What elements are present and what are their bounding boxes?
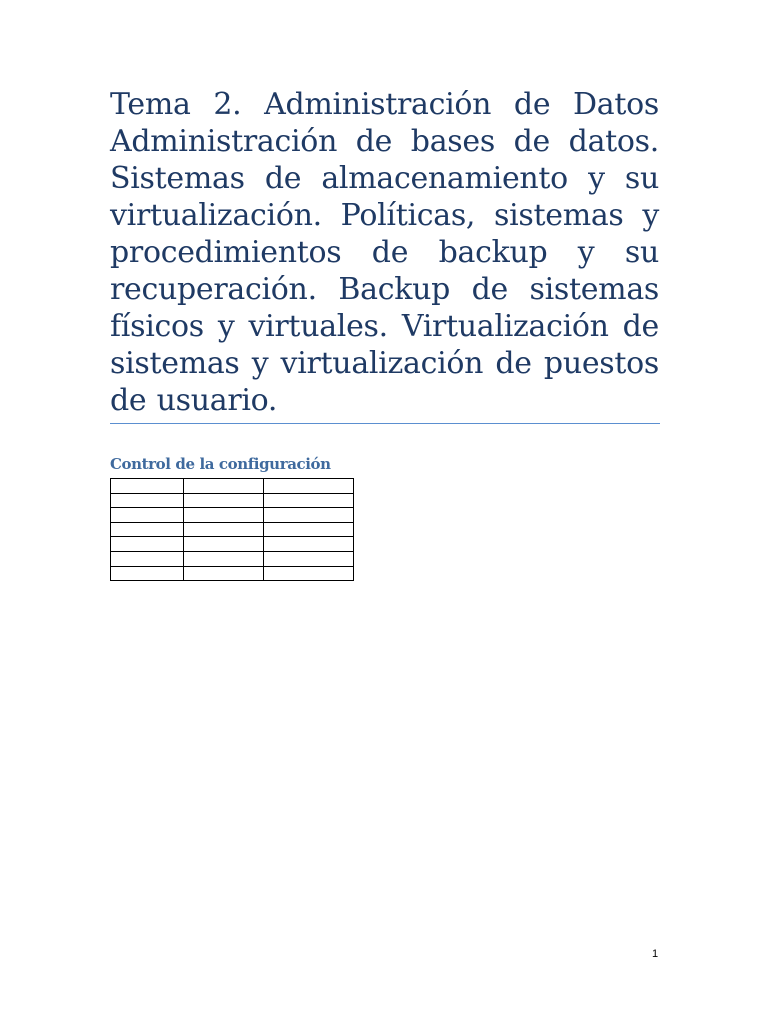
- table-cell: [184, 508, 264, 523]
- table-row: [111, 551, 354, 566]
- table-cell: [111, 493, 184, 508]
- table-row: [111, 479, 354, 494]
- table-cell: [111, 508, 184, 523]
- table-cell: [111, 522, 184, 537]
- table-cell: [184, 493, 264, 508]
- table-cell: [264, 508, 354, 523]
- table-cell: [264, 479, 354, 494]
- table-row: [111, 493, 354, 508]
- table-row: [111, 522, 354, 537]
- table-cell: [111, 566, 184, 581]
- section-heading: Control de la configuración: [110, 455, 331, 473]
- table-cell: [264, 537, 354, 552]
- table-cell: [264, 551, 354, 566]
- page-number: 1: [651, 948, 659, 960]
- table-cell: [184, 537, 264, 552]
- table-row: [111, 537, 354, 552]
- table-cell: [111, 537, 184, 552]
- table-cell: [264, 566, 354, 581]
- document-title: Tema 2. Administración de Datos Administración de bases de datos. Sistemas de almacenamiento y su virtualización. Políticas, sistemas y procedimientos de backup y su recuperación. Backup de sistemas físicos y virtuales. Virtualización de sistemas y virtualización de puestos de usuario.: [110, 87, 659, 418]
- table-cell: [184, 566, 264, 581]
- title-divider: [110, 423, 660, 424]
- table-cell: [264, 493, 354, 508]
- table-cell: [184, 522, 264, 537]
- table-row: [111, 566, 354, 581]
- table-cell: [111, 551, 184, 566]
- configuration-control-table: [110, 478, 354, 581]
- table-cell: [184, 479, 264, 494]
- table-cell: [111, 479, 184, 494]
- table-cell: [184, 551, 264, 566]
- table-row: [111, 508, 354, 523]
- table-cell: [264, 522, 354, 537]
